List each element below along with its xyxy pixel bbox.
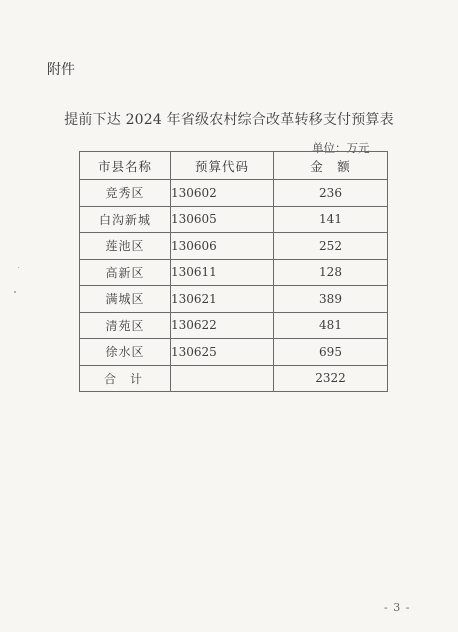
- budget-code-cell: 130622: [171, 312, 274, 339]
- table-total-row: [80, 365, 388, 392]
- amount-cell: 252: [274, 233, 388, 260]
- page-number: - 3 -: [384, 601, 411, 614]
- amount-cell: 389: [274, 286, 388, 313]
- table-row: [80, 206, 388, 233]
- county-name-cell: 莲池区: [80, 233, 171, 260]
- scan-speck: [14, 291, 16, 293]
- amount-cell: 695: [274, 339, 388, 366]
- amount-cell: 128: [274, 259, 388, 286]
- table-row: [80, 339, 388, 366]
- table-row: [80, 180, 388, 207]
- header-county-name: 市县名称: [80, 152, 171, 180]
- amount-cell: 141: [274, 206, 388, 233]
- county-name-cell: 徐水区: [80, 339, 171, 366]
- total-code-cell: [171, 365, 274, 392]
- table-row: [80, 312, 388, 339]
- county-name-cell: 满城区: [80, 286, 171, 313]
- budget-code-cell: 130611: [171, 259, 274, 286]
- budget-code-cell: 130602: [171, 180, 274, 207]
- budget-table: [79, 151, 388, 392]
- county-name-cell: 高新区: [80, 259, 171, 286]
- budget-code-cell: 130621: [171, 286, 274, 313]
- amount-cell: 236: [274, 180, 388, 207]
- budget-code-cell: 130625: [171, 339, 274, 366]
- unit-label: 单位：万元: [312, 141, 370, 155]
- table-row: [80, 233, 388, 260]
- county-name-cell: 竞秀区: [80, 180, 171, 207]
- table-title: 提前下达 2024 年省级农村综合改革转移支付预算表: [64, 112, 394, 128]
- budget-code-cell: 130605: [171, 206, 274, 233]
- budget-code-cell: 130606: [171, 233, 274, 260]
- table-row: [80, 286, 388, 313]
- amount-cell: 481: [274, 312, 388, 339]
- table-row: [80, 259, 388, 286]
- county-name-cell: 白沟新城: [80, 206, 171, 233]
- attachment-label: 附件: [47, 62, 75, 78]
- header-amount: 金 额: [274, 152, 388, 180]
- county-name-cell: 清苑区: [80, 312, 171, 339]
- table-header-row: [80, 152, 388, 180]
- scan-speck: [18, 267, 19, 268]
- header-budget-code: 预算代码: [171, 152, 274, 180]
- total-label-cell: 合计: [80, 365, 171, 392]
- total-amount-cell: 2322: [274, 365, 388, 392]
